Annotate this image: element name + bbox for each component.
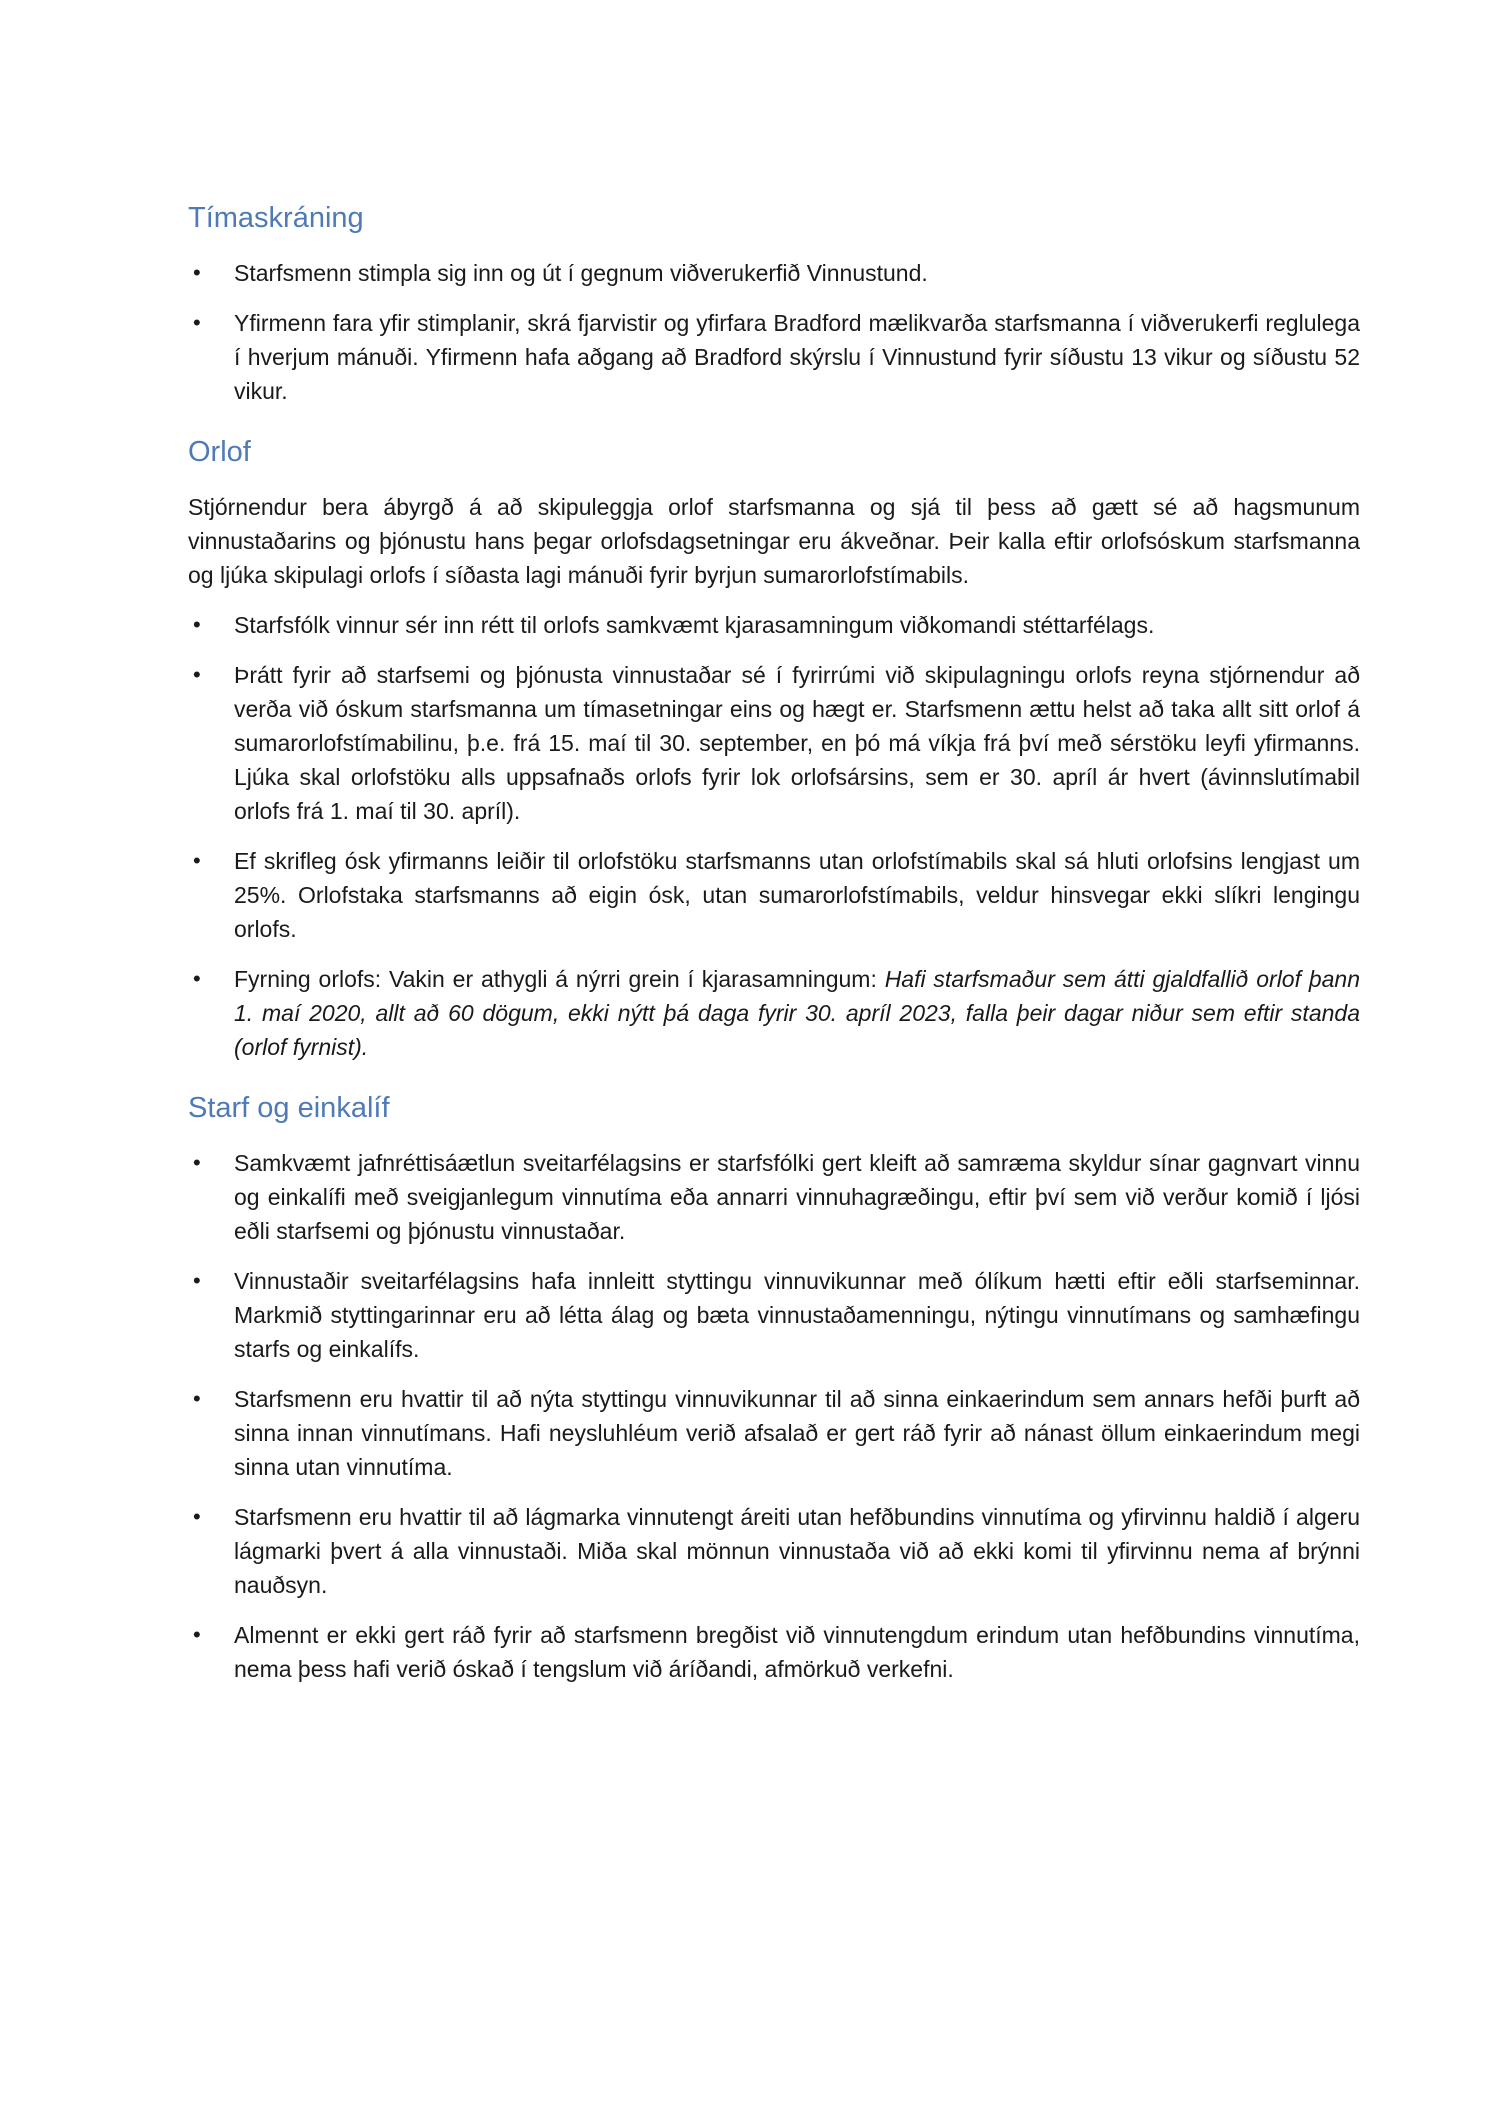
section-timaskraning	[188, 200, 1360, 408]
list-item-text: Vinnustaðir sveitarfélagsins hafa innleitt styttingu vinnuvikunnar með ólíkum hætti eftir eðli starfseminnar. Markmið styttingarinnar eru að létta álag og bæta vinnustaðamenningu, nýtingu vinnutímans og samhæfingu starfs og einkalífs.	[234, 1268, 1360, 1362]
bullet-icon: •	[193, 1622, 201, 1647]
bullet-icon: •	[193, 848, 201, 873]
list-item-italic-text: Hafi starfsmaður sem átti gjaldfallið orlof þann 1. maí 2020, allt að 60 dögum, ekki nýtt þá daga fyrir 30. apríl 2023, falla þeir dagar niður sem eftir standa (orlof fyrnist).	[234, 966, 1360, 1060]
bullet-icon: •	[193, 662, 201, 687]
list-item-text: Fyrning orlofs: Vakin er athygli á nýrri grein í kjarasamningum:	[234, 966, 885, 992]
section-heading: Orlof	[188, 436, 251, 468]
list-item	[188, 962, 1360, 1064]
bullet-icon: •	[193, 1504, 201, 1529]
list-item	[188, 844, 1360, 946]
list-item-text: Samkvæmt jafnréttisáætlun sveitarfélagsins er starfsfólki gert kleift að samræma skyldur sínar gagnvart vinnu og einkalífi með sveigjanlegum vinnutíma eða annarri vinnuhagræðingu, eftir því sem við verður komið í ljósi eðli starfsemi og þjónustu vinnustaðar.	[234, 1150, 1360, 1244]
bullet-icon: •	[193, 612, 201, 637]
bullet-list	[188, 1146, 1360, 1686]
bullet-icon: •	[193, 966, 201, 991]
section-heading: Tímaskráning	[188, 202, 364, 234]
list-item	[188, 658, 1360, 828]
list-item-text: Yfirmenn fara yfir stimplanir, skrá fjarvistir og yfirfara Bradford mælikvarða starfsmanna í viðverukerfi reglulega í hverjum mánuði. Yfirmenn hafa aðgang að Bradford skýrslu í Vinnustund fyrir síðustu 13 vikur og síðustu 52 vikur.	[234, 310, 1360, 404]
bullet-list	[188, 256, 1360, 408]
list-item	[188, 306, 1360, 408]
bullet-icon: •	[193, 260, 201, 285]
list-item	[188, 256, 1360, 290]
bullet-icon: •	[193, 1386, 201, 1411]
list-item-text: Ef skrifleg ósk yfirmanns leiðir til orlofstöku starfsmanns utan orlofstímabils skal sá hluti orlofsins lengjast um 25%. Orlofstaka starfsmanns að eigin ósk, utan sumarorlofstímabils, veldur hinsvegar ekki slíkri lengingu orlofs.	[234, 848, 1360, 942]
list-item-text: Almennt er ekki gert ráð fyrir að starfsmenn bregðist við vinnutengdum erindum utan hefðbundins vinnutíma, nema þess hafi verið óskað í tengslum við áríðandi, afmörkuð verkefni.	[234, 1622, 1360, 1682]
list-item-text: Þrátt fyrir að starfsemi og þjónusta vinnustaðar sé í fyrirrúmi við skipulagningu orlofs reyna stjórnendur að verða við óskum starfsmanna um tímasetningar eins og hægt er. Starfsmenn ættu helst að taka allt sitt orlof á sumarorlofstímabilinu, þ.e. frá 15. maí til 30. september, en þó má víkja frá því með sérstöku leyfi yfirmanns. Ljúka skal orlofstöku alls uppsafnaðs orlofs fyrir lok orlofsársins, sem er 30. apríl ár hvert (ávinnslutímabil orlofs frá 1. maí til 30. apríl).	[234, 662, 1360, 824]
document-page	[188, 200, 1360, 1712]
list-item-text: Starfsmenn eru hvattir til að lágmarka vinnutengt áreiti utan hefðbundins vinnutíma og yfirvinnu haldið í algeru lágmarki þvert á alla vinnustaði. Miða skal mönnun vinnustaða við að ekki komi til yfirvinnu nema af brýnni nauðsyn.	[234, 1504, 1360, 1598]
list-item	[188, 1618, 1360, 1686]
intro-paragraph: Stjórnendur bera ábyrgð á að skipuleggja orlof starfsmanna og sjá til þess að gætt sé að hagsmunum vinnustaðarins og þjónustu hans þegar orlofsdagsetningar eru ákveðnar. Þeir kalla eftir orlofsóskum starfsmanna og ljúka skipulagi orlofs í síðasta lagi mánuði fyrir byrjun sumarorlofstímabils.	[188, 494, 1360, 588]
list-item-text: Starfsfólk vinnur sér inn rétt til orlofs samkvæmt kjarasamningum viðkomandi stéttarfélags.	[234, 612, 1155, 638]
list-item	[188, 1146, 1360, 1248]
section-starf-og-einkalif	[188, 1090, 1360, 1686]
bullet-icon: •	[193, 310, 201, 335]
list-item	[188, 608, 1360, 642]
list-item-text: Starfsmenn stimpla sig inn og út í gegnum viðverukerfið Vinnustund.	[234, 260, 928, 286]
bullet-icon: •	[193, 1150, 201, 1175]
section-heading: Starf og einkalíf	[188, 1092, 390, 1124]
list-item-text: Starfsmenn eru hvattir til að nýta styttingu vinnuvikunnar til að sinna einkaerindum sem annars hefði þurft að sinna innan vinnutímans. Hafi neysluhléum verið afsalað er gert ráð fyrir að nánast öllum einkaerindum megi sinna utan vinnutíma.	[234, 1386, 1360, 1480]
list-item	[188, 1500, 1360, 1602]
bullet-list	[188, 608, 1360, 1064]
list-item	[188, 1264, 1360, 1366]
list-item	[188, 1382, 1360, 1484]
section-orlof	[188, 434, 1360, 1064]
bullet-icon: •	[193, 1268, 201, 1293]
